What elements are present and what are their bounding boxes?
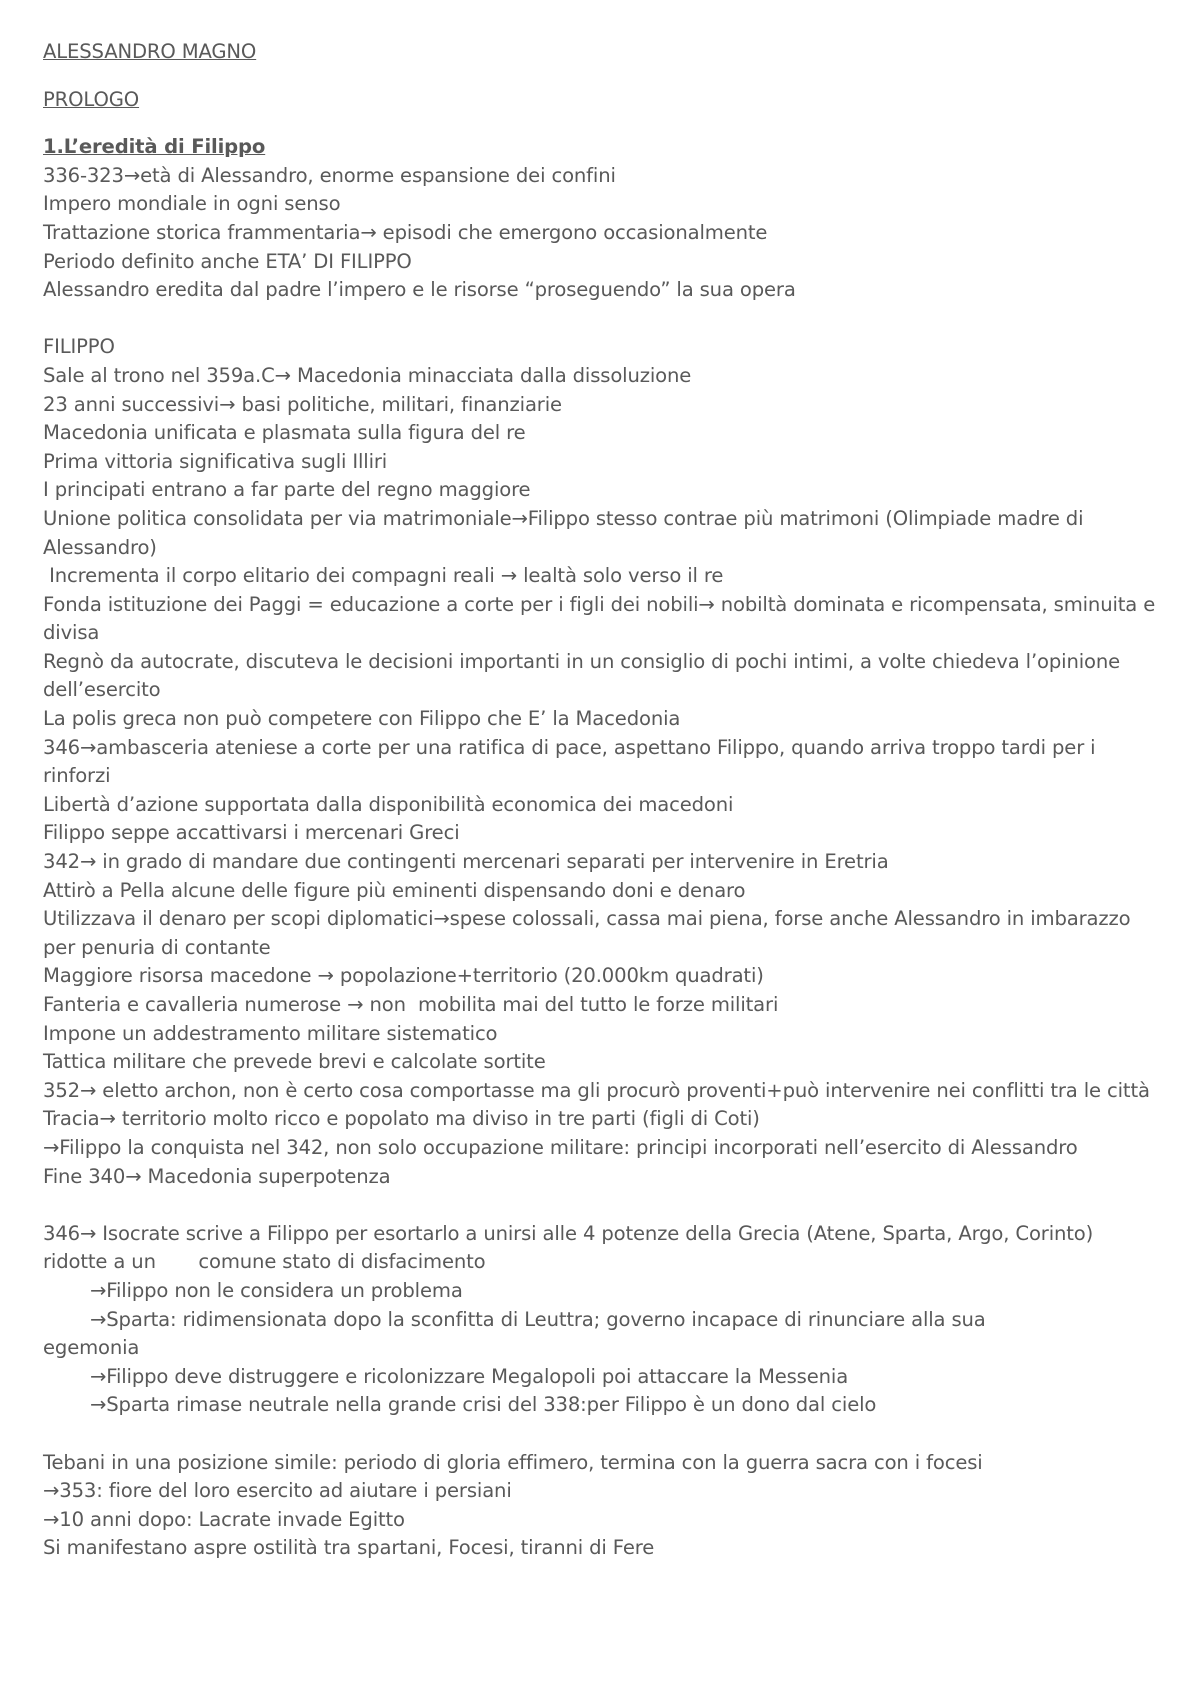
document-page (43, 38, 1163, 1563)
text-line: →10 anni dopo: Lacrate invade Egitto (43, 1507, 405, 1531)
text-line: 23 anni successivi→ basi politiche, militari, finanziarie (43, 392, 562, 416)
tebani-paragraph (43, 1449, 1163, 1563)
text-line: Macedonia unificata e plasmata sulla figura del re (43, 421, 526, 445)
text-line: La polis greca non può competere con Filippo che E’ la Macedonia (43, 707, 681, 731)
text-line: →Filippo la conquista nel 342, non solo occupazione militare: principi incorporati nell’esercito di Alessandro (43, 1135, 1078, 1159)
prologue-heading: PROLOGO (43, 87, 140, 111)
text-line: Trattazione storica frammentaria→ episodi che emergono occasionalmente (43, 220, 768, 244)
document-title: ALESSANDRO MAGNO (43, 40, 257, 63)
text-line: →353: fiore del loro esercito ad aiutare i persiani (43, 1479, 512, 1503)
intro-paragraph (43, 162, 1163, 305)
isocrate-line: 346→ Isocrate scrive a Filippo per esortarlo a unirsi alle 4 potenze della Grecia (Atene, Sparta, Argo, Corinto) ridotte a un comune stato di disfacimento (43, 1221, 1100, 1274)
section-heading: 1.L’eredità di Filippo (43, 135, 266, 159)
text-line: Attirò a Pella alcune delle figure più eminenti dispensando doni e denaro (43, 878, 746, 902)
text-line-continuation: egemonia (43, 1336, 140, 1360)
text-line: Si manifestano aspre ostilità tra spartani, Focesi, tiranni di Fere (43, 1536, 655, 1560)
text-line: Tattica militare che prevede brevi e calcolate sortite (43, 1050, 546, 1074)
indented-line: →Sparta: ridimensionata dopo la sconfitta di Leuttra; governo incapace di rinunciare alla sua (90, 1307, 986, 1331)
text-line: Filippo seppe accattivarsi i mercenari Greci (43, 821, 460, 845)
text-line: Fine 340→ Macedonia superpotenza (43, 1164, 391, 1188)
indented-line: →Filippo deve distruggere e ricolonizzare Megalopoli poi attaccare la Messenia (90, 1364, 849, 1388)
text-line: 346→ambasceria ateniese a corte per una ratifica di pace, aspettano Filippo, quando arriva troppo tardi per i rinforzi (43, 735, 1102, 788)
text-line: Fonda istituzione dei Paggi = educazione a corte per i figli dei nobili→ nobiltà dominata e ricompensata, sminuita e divisa (43, 592, 1162, 645)
text-line: Prima vittoria significativa sugli Illiri (43, 449, 388, 473)
filippo-heading: FILIPPO (43, 335, 115, 359)
text-line: Sale al trono nel 359a.C→ Macedonia minacciata dalla dissoluzione (43, 363, 692, 387)
text-line: Libertà d’azione supportata dalla disponibilità economica dei macedoni (43, 792, 734, 816)
text-line: Tebani in una posizione simile: periodo di gloria effimero, termina con la guerra sacra con i focesi (43, 1450, 983, 1474)
text-line: Tracia→ territorio molto ricco e popolato ma diviso in tre parti (figli di Coti) (43, 1107, 760, 1131)
text-line: Impone un addestramento militare sistematico (43, 1021, 498, 1045)
text-line: Utilizzava il denaro per scopi diplomatici→spese colossali, cassa mai piena, forse anche Alessandro in imbarazzo per penuria di contante (43, 907, 1137, 959)
indented-line: →Sparta rimase neutrale nella grande crisi del 338:per Filippo è un dono dal cielo (90, 1393, 877, 1417)
blank-line (43, 1420, 1163, 1449)
text-line: Alessandro eredita dal padre l’impero e le risorse “proseguendo” la sua opera (43, 278, 796, 302)
blank-line (43, 305, 1163, 334)
indented-line: →Filippo non le considera un problema (90, 1278, 463, 1302)
isocrate-points (43, 1277, 1163, 1420)
text-line: Regnò da autocrate, discuteva le decisioni importanti in un consiglio di pochi intimi, a volte chiedeva l’opinione dell’esercito (43, 649, 1127, 702)
text-line: 352→ eletto archon, non è certo cosa comportasse ma gli procurò proventi+può intervenire nei conflitti tra le città (43, 1078, 1150, 1102)
text-line: 336-323→età di Alessandro, enorme espansione dei confini (43, 163, 616, 187)
text-line: Impero mondiale in ogni senso (43, 192, 341, 216)
text-line: Periodo definito anche ETA’ DI FILIPPO (43, 249, 412, 273)
text-line: Incrementa il corpo elitario dei compagni reali → lealtà solo verso il re (43, 564, 724, 588)
text-line: Fanteria e cavalleria numerose → non mobilita mai del tutto le forze militari (43, 993, 779, 1016)
blank-line (43, 1191, 1163, 1220)
text-line: Maggiore risorsa macedone → popolazione+territorio (20.000km quadrati) (43, 964, 764, 988)
text-line: 342→ in grado di mandare due contingenti mercenari separati per intervenire in Eretria (43, 850, 889, 874)
text-line: I principati entrano a far parte del regno maggiore (43, 478, 531, 502)
text-line: Unione politica consolidata per via matrimoniale→Filippo stesso contrae più matrimoni (Olimpiade madre di Alessandro) (43, 506, 1090, 559)
filippo-paragraph (43, 362, 1163, 1191)
